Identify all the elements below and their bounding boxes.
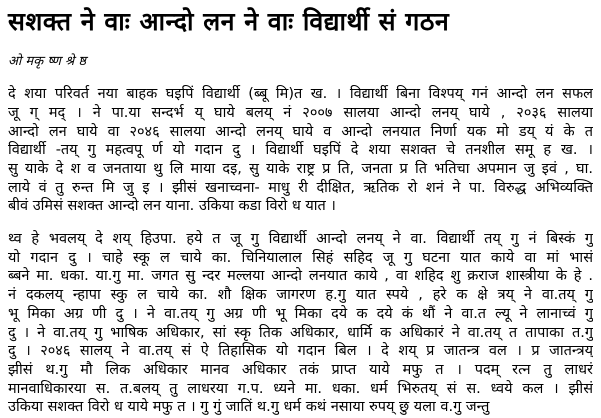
text-line: जू ग् मद् । ने पा.या सन्दर्भ य् घाये बलय् नं २००७ सालया आन्दो लनय् घाये , २०३६ सालया — [8, 104, 593, 121]
paragraph-1 — [8, 85, 593, 216]
text-line: नं दकलय् न्हापा स्कु ल चाये का. शौ क्षिक जागरण ह.गु यात स्पये , हरे क क्षे त्रय् ने वा.तय् गु — [8, 287, 593, 304]
text-line: दु । २०४६ सालय् ने वा.तय् सं ऐ तिहासिक यो गदान बिल । दे शय् प्र जातन्त्र वल । प्र जातन्त्रय् — [8, 343, 593, 360]
text-line: विद्यार्थी -तय् गु महत्वपू र्ण यो गदान दु । विद्यार्थी घइपिं दे शया सशक्त चे तनशील समू ह ख. । — [8, 142, 593, 159]
document-title: सशक्त ने वाः आन्दो लन ने वाः विद्यार्थी सं गठन — [8, 7, 450, 36]
text-line: मानवाधिकारया स. त.बलय् तु लाधरया ग.प. ध्यने मा. धका. धर्म भिरुतय् सं स. ध्वये कल । झीसं — [8, 380, 593, 397]
text-line: ब्बने मा. धका. या.गु मा. जगत सु न्दर मल्लया आन्दो लनयात काये , वा शहिद शु क्रराज शास्त्रीया के हे . — [8, 268, 593, 285]
text-line: यो गदान दु । चाहे स्कू ल चाये का. चिनियालाल सिहं सहिद जू गु घटना यात काये वा मां भासं — [8, 249, 593, 266]
text-line: बीवं उमिसं सशक्त आन्दो लन याना. उकिया कडा विरो ध यात । — [8, 198, 336, 215]
text-line: उकिया सशक्त विरो ध याये मफु त । गु गुं जातिं थ.गु धर्म कथं नसाया रुपय् छु यला व.गु जन्तु — [8, 399, 490, 416]
text-line: आन्दो लन घाये वा २०४६ सालया आन्दो लनय् घाये व आन्दो लनयात निर्णा यक मो डय् यं के त — [8, 123, 593, 140]
author-byline: ओ मकृ ष्ण श्रे ष्ठ — [8, 54, 87, 70]
text-line: भू मिका अग्र णी दु । ने वा.तय् गु अग्र णी भू मिका दये क दये कं थौं ने वा.त ल्यू ने लानाच्वं गु — [8, 305, 593, 322]
text-line: दु । ने वा.तय् गु भाषिक अधिकार, सां स्कृ तिक अधिकार, धार्मि क अधिकारं ने वा.तय् त तापाका त.गु — [8, 324, 593, 341]
text-line: सु याके दे श व जनताया थु लि माया दइ, सु याके राष्ट्र प्र ति, जनता प्र ति भतिचा अपमान जु इवं , घा. — [8, 161, 593, 177]
text-line: लाये वं तु रुन्त मि जु इ । झीसं खनाच्वना- माधु री दीक्षित, ऋतिक रो शनं ने पा. विरुद्ध अभिव्यक्ति — [8, 179, 593, 196]
text-line: थ्व हे भवलय् दे शय् हिउपा. हये त जू गु विद्यार्थी आन्दो लनय् ने वा. विद्यार्थी तय् गु नं बिस्कं गु — [8, 231, 593, 248]
text-line: दे शया परिवर्त नया बाहक घइपिं विद्यार्थी (ब्बू मि)त ख. । विद्यार्थी बिना विश्पय् गनं आन्दो लन सफल — [8, 86, 593, 103]
paragraph-2 — [8, 230, 593, 417]
text-line: झीसं थ.गु मौ लिक अधिकार मानव अधिकार तकं प्राप्त याये मफु त । पदम् रत्न तु लाधरं — [8, 361, 593, 378]
